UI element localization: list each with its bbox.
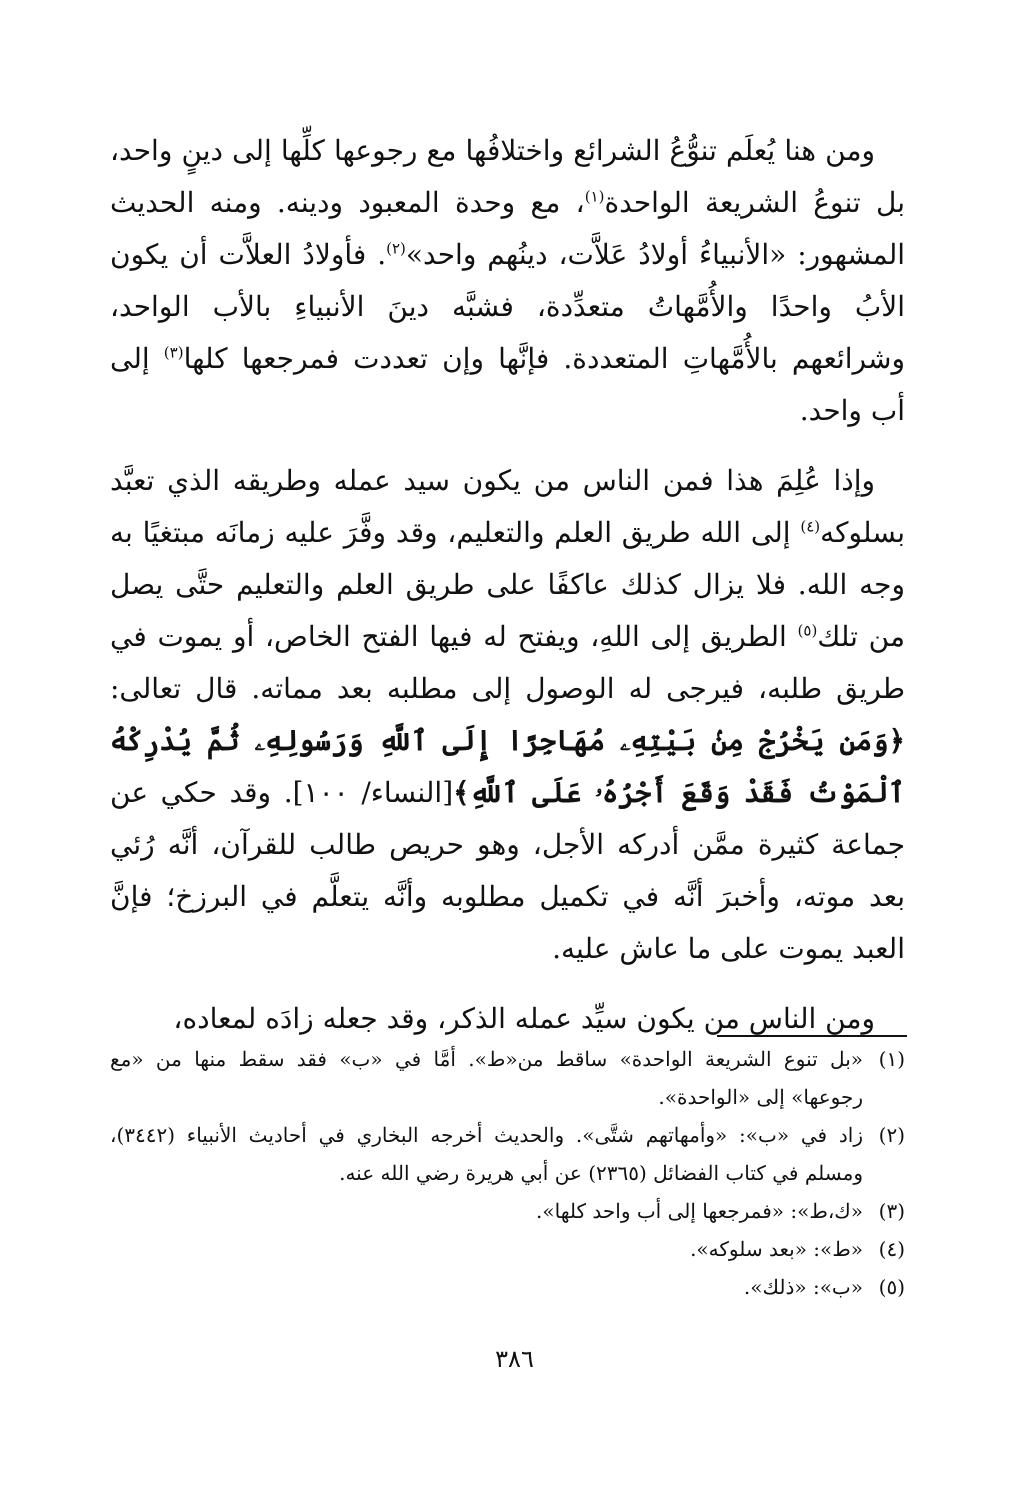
quran-verse: وَمَن يَخْرُجْ مِنۢ بَيْتِهِۦ مُهَاجِرًا إِلَى ٱللَّهِ وَرَسُولِهِۦ ثُمَّ يُدْرِكْهُ ٱلْمَوْتُ فَقَدْ وَقَعَ أَجْرُهُۥ عَلَى ٱللَّهِ [110,724,905,809]
footnote-divider [717,1035,907,1037]
verse-reference: [النساء/ ١٠٠] [292,776,454,809]
quran-open-bracket: ﴿ [888,724,905,757]
footnote-ref-4[interactable]: (٤) [800,517,821,536]
quran-close-bracket: ﴾ [453,776,470,809]
footnote-ref-3[interactable]: (٣) [163,343,184,362]
footnote-1 [110,1040,905,1116]
paragraph-1 [110,125,905,437]
page-number: ٣٨٦ [495,1345,534,1373]
footnote-number: (١) [878,1047,905,1071]
footnote-number: (٢) [878,1123,905,1147]
footnote-number: (٣) [878,1199,905,1223]
text-segment: وإذا عُلِمَ هذا فمن الناس من يكون سيد عمله وطريقه الذي تعبَّد بسلوكه [110,464,905,549]
text-segment: إلى الله طريق العلم والتعليم، وقد وفَّرَ عليه زمانَه مبتغيًا به وجه الله. فلا يزال كذلك عاكفًا على طريق العلم والتعليم حتَّى يصل من تلك [110,516,905,653]
paragraph-2 [110,455,905,975]
footnote-text: «بل تنوع الشريعة الواحدة» ساقط من«ط». أمَّا في «ب» فقد سقط منها من «مع رجوعها» إلى «الواحدة». [110,1047,863,1109]
text-segment: ومن هنا يُعلَم تنوُّعُ الشرائع واختلافُها مع رجوعها كلِّها إلى دينٍ واحد، بل تنوعُ الشريعة الواحدة [110,134,905,219]
paragraph-3: ومن الناس من يكون سيِّد عمله الذكر، وقد جعله زادَه لمعاده، [173,1002,875,1035]
footnote-ref-5[interactable]: (٥) [797,621,818,640]
main-text [110,125,905,1063]
footnote-text: زاد في «ب»: «وأمهاتهم شتَّى». والحديث أخرجه البخاري في أحاديث الأنبياء (٣٤٤٢)، ومسلم في كتاب الفضائل (٢٣٦٥) عن أبي هريرة رضي الله عنه. [110,1123,863,1185]
footnote-text: «ط»: «بعد سلوكه». [690,1237,863,1261]
footnote-number: (٤) [878,1237,905,1261]
footnote-5 [110,1268,905,1306]
footnote-3 [110,1192,905,1230]
footnotes [110,1040,905,1306]
text-segment: ، مع وحدة المعبود ودينه. ومنه الحديث المشهور: «الأنبياءُ أولادُ عَلاَّت، دينُهم واحد» [110,186,906,271]
footnote-ref-1[interactable]: (١) [584,187,605,206]
text-segment: . وقد حكي عن جماعة كثيرة ممَّن أدركه الأجل، وهو حريص طالب للقرآن، أنَّه رُئي بعد موته، وأخبرَ أنَّه في تكميل مطلوبه وأنَّه يتعلَّم في البرزخ؛ فإنَّ العبد يموت على ما عاش عليه. [110,776,905,965]
text-segment: . فأولادُ العلاَّت أن يكون الأبُ واحدًا والأُمَّهاتُ متعدِّدة، فشبَّه دينَ الأنبياءِ بالأب الواحد، وشرائعهم بالأُمَّهاتِ المتعددة. فإنَّها وإن تعددت فمرجعها كلها [110,238,905,375]
footnote-2 [110,1116,905,1192]
text-segment: إلى أب واحد. [110,342,905,427]
text-segment: الطريق إلى اللهِ، ويفتح له فيها الفتح الخاص، أو يموت في طريق طلبه، فيرجى له الوصول إلى مطلبه بعد مماته. قال تعالى: [110,620,905,705]
footnote-number: (٥) [878,1275,905,1299]
footnote-ref-2[interactable]: (٢) [386,239,406,258]
footnote-text: «ك،ط»: «فمرجعها إلى أب واحد كلها». [536,1199,863,1223]
footnote-text: «ب»: «ذلك». [743,1275,863,1299]
footnote-4 [110,1230,905,1268]
